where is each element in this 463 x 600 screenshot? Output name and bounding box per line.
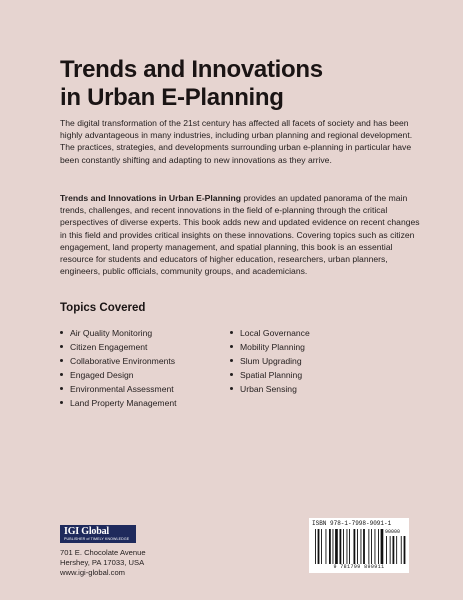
bullet-icon — [230, 373, 233, 376]
barcode-bar — [340, 529, 342, 564]
barcode-bar — [326, 529, 327, 564]
bullet-icon — [60, 373, 63, 376]
barcode-bar — [347, 529, 348, 564]
topic-item — [230, 382, 310, 396]
address-street: 701 E. Chocolate Avenue — [60, 548, 146, 557]
topic-item — [230, 354, 310, 368]
topic-item — [60, 382, 177, 396]
topic-label: Citizen Engagement — [70, 342, 148, 352]
topic-label: Air Quality Monitoring — [70, 328, 153, 338]
publisher-logo — [60, 525, 136, 543]
barcode-bar — [368, 529, 369, 564]
bullet-icon — [60, 331, 63, 334]
barcode-bar — [378, 529, 379, 564]
topic-item — [60, 396, 177, 410]
bullet-icon — [230, 387, 233, 390]
barcode-bar — [396, 536, 397, 564]
topic-label: Collaborative Environments — [70, 356, 176, 366]
barcode-bar — [375, 529, 376, 564]
barcode-bar — [404, 536, 406, 564]
topic-label: Environmental Assessment — [70, 384, 174, 394]
barcode-bar — [329, 529, 331, 564]
topic-label: Spatial Planning — [240, 370, 303, 380]
barcode-bar — [393, 536, 395, 564]
barcode-bar — [321, 529, 322, 564]
topic-item — [60, 368, 177, 382]
barcode-bar — [381, 529, 384, 564]
topic-label: Land Property Management — [70, 398, 177, 408]
topic-label: Slum Upgrading — [240, 356, 302, 366]
address-city: Hershey, PA 17033, USA — [60, 558, 145, 567]
barcode-bar — [363, 529, 365, 564]
description-paragraph — [60, 192, 420, 277]
barcode-block — [309, 518, 409, 573]
book-title — [60, 56, 440, 112]
publisher-logo-tagline: PUBLISHER of TIMELY KNOWLEDGE — [64, 537, 130, 541]
bullet-icon — [230, 359, 233, 362]
barcode-bar — [333, 529, 334, 564]
bullet-icon — [60, 345, 63, 348]
description-book-title: Trends and Innovations in Urban E-Planning — [60, 193, 241, 203]
topic-item — [230, 368, 310, 382]
topic-label: Urban Sensing — [240, 384, 297, 394]
publisher-logo-name: IGI Global — [64, 526, 109, 537]
barcode-bar — [390, 536, 391, 564]
publisher-website: www.igi-global.com — [60, 568, 125, 577]
bullet-icon — [60, 387, 63, 390]
barcode-bar — [357, 529, 358, 564]
bullet-icon — [230, 331, 233, 334]
topics-list-left — [60, 326, 177, 410]
intro-paragraph: The digital transformation of the 21st century has affected all facets of society and has been highly advantageous in many industries, including urban planning and regional development. The practices, strategies, and developments surrounding urban e-planning in particular have been constantly shifting and adapting to new innovations as they arrive. — [60, 118, 413, 165]
publisher-address — [60, 548, 146, 578]
topic-label: Local Governance — [240, 328, 310, 338]
barcode-bar — [401, 536, 402, 564]
barcode-bar — [386, 536, 387, 564]
barcode-bar — [315, 529, 316, 564]
bullet-icon — [230, 345, 233, 348]
barcode-bar — [354, 529, 356, 564]
topic-item — [230, 340, 310, 354]
price-code-label: 90000 — [385, 529, 401, 535]
description-text: provides an updated panorama of the main trends, challenges, and recent innovations in the field of e-planning through the critical perspectives of diverse experts. This book adds new and updated evidence on recent changes in this field and provides critical insights on these innovations. Covering topics such as citizen engagement, land property management, and spatial planning, this book is an essential resource for students and educators of higher education, researchers, urban planners, engineers, public officials, community groups, and academicians. — [60, 193, 420, 277]
barcode-digits: 9 781799 890911 — [333, 564, 385, 570]
topics-list-right — [230, 326, 310, 396]
topic-item — [230, 326, 310, 340]
barcode-bar — [361, 529, 362, 564]
isbn-label: ISBN 978-1-7998-9091-1 — [312, 520, 392, 527]
topic-item — [60, 354, 177, 368]
barcode-bar — [371, 529, 372, 564]
bullet-icon — [60, 401, 63, 404]
barcode-bar — [318, 529, 320, 564]
book-title-line-2: in Urban E-Planning — [60, 84, 284, 111]
topic-item — [60, 340, 177, 354]
bullet-icon — [60, 359, 63, 362]
barcode-bar — [343, 529, 344, 564]
book-title-line-1: Trends and Innovations — [60, 56, 323, 83]
topic-item — [60, 326, 177, 340]
barcode-bar — [335, 529, 338, 564]
topic-label: Engaged Design — [70, 370, 134, 380]
barcode-bar — [349, 529, 350, 564]
topic-label: Mobility Planning — [240, 342, 305, 352]
topics-heading: Topics Covered — [60, 302, 146, 314]
